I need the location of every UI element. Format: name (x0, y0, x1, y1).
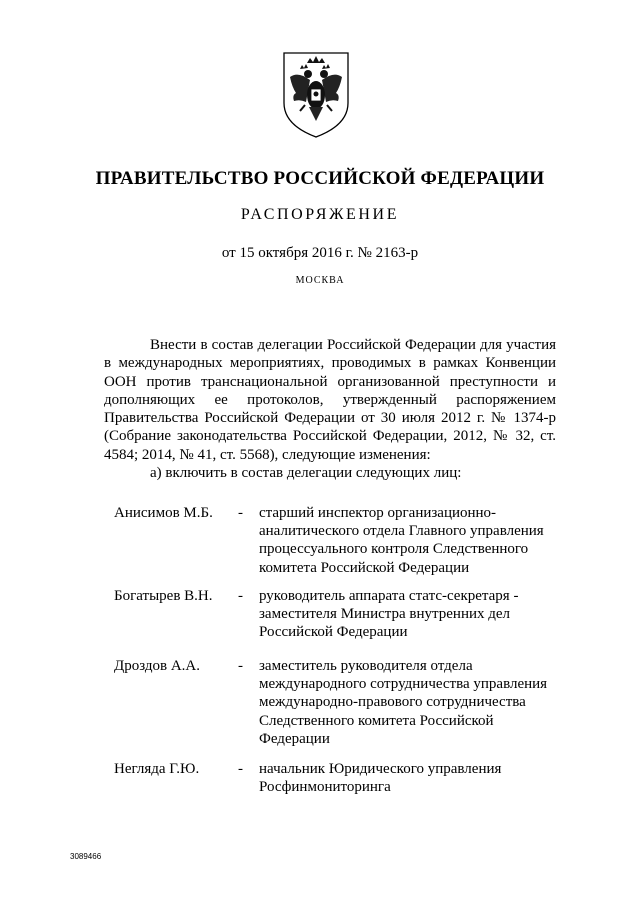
coat-of-arms-icon (276, 47, 356, 141)
person-position: старший инспектор организационно-аналитического отдела Главного управления процессуального контроля Следственного комитета Российской Федерации (259, 505, 544, 576)
item-a-paragraph: а) включить в состав делегации следующих лиц: (150, 465, 462, 482)
person-entry (104, 587, 564, 657)
person-name: Богатырев В.Н. (114, 588, 213, 604)
document-type: РАСПОРЯЖЕНИЕ (240, 206, 400, 223)
dash-separator: - (238, 588, 243, 604)
person-entry (104, 504, 564, 587)
document-city: МОСКВА (295, 275, 345, 286)
person-position: заместитель руководителя отдела международного сотрудничества управления международно-правового сотрудничества Следственного комитета Российской Федерации (259, 658, 548, 747)
government-title: ПРАВИТЕЛЬСТВО РОССИЙСКОЙ ФЕДЕРАЦИИ (95, 168, 545, 189)
person-position: руководитель аппарата статс-секретаря - заместителя Министра внутренних дел Российской Федерации (259, 588, 519, 641)
dash-separator: - (238, 658, 243, 674)
dash-separator: - (238, 761, 243, 777)
document-code: 3089466 (70, 852, 102, 861)
person-entry (104, 760, 564, 796)
intro-paragraph: Внести в состав делегации Российской Федерации для участия в международных мероприятиях, проводимых в рамках Конвенции ООН против транснациональной организованной преступности и дополняющих ее протоколов, утвержденный распоряжением Правительства Российской Федерации от 30 июля 2012 г. № 1374-р (Собрание законодательства Российской Федерации, 2012, № 32, ст. 4584; 2014, № 41, ст. 5568), следующие изменения: (104, 337, 556, 463)
persons-list (104, 504, 564, 796)
person-name: Дроздов А.А. (114, 658, 201, 674)
person-position: начальник Юридического управления Росфинмониторинга (259, 761, 502, 796)
document-body (104, 336, 556, 482)
dash-separator: - (238, 505, 243, 521)
person-entry (104, 657, 564, 760)
person-name: Анисимов М.Б. (114, 505, 213, 521)
document-date-number: от 15 октября 2016 г. № 2163-р (221, 245, 419, 261)
person-name: Негляда Г.Ю. (114, 761, 200, 777)
